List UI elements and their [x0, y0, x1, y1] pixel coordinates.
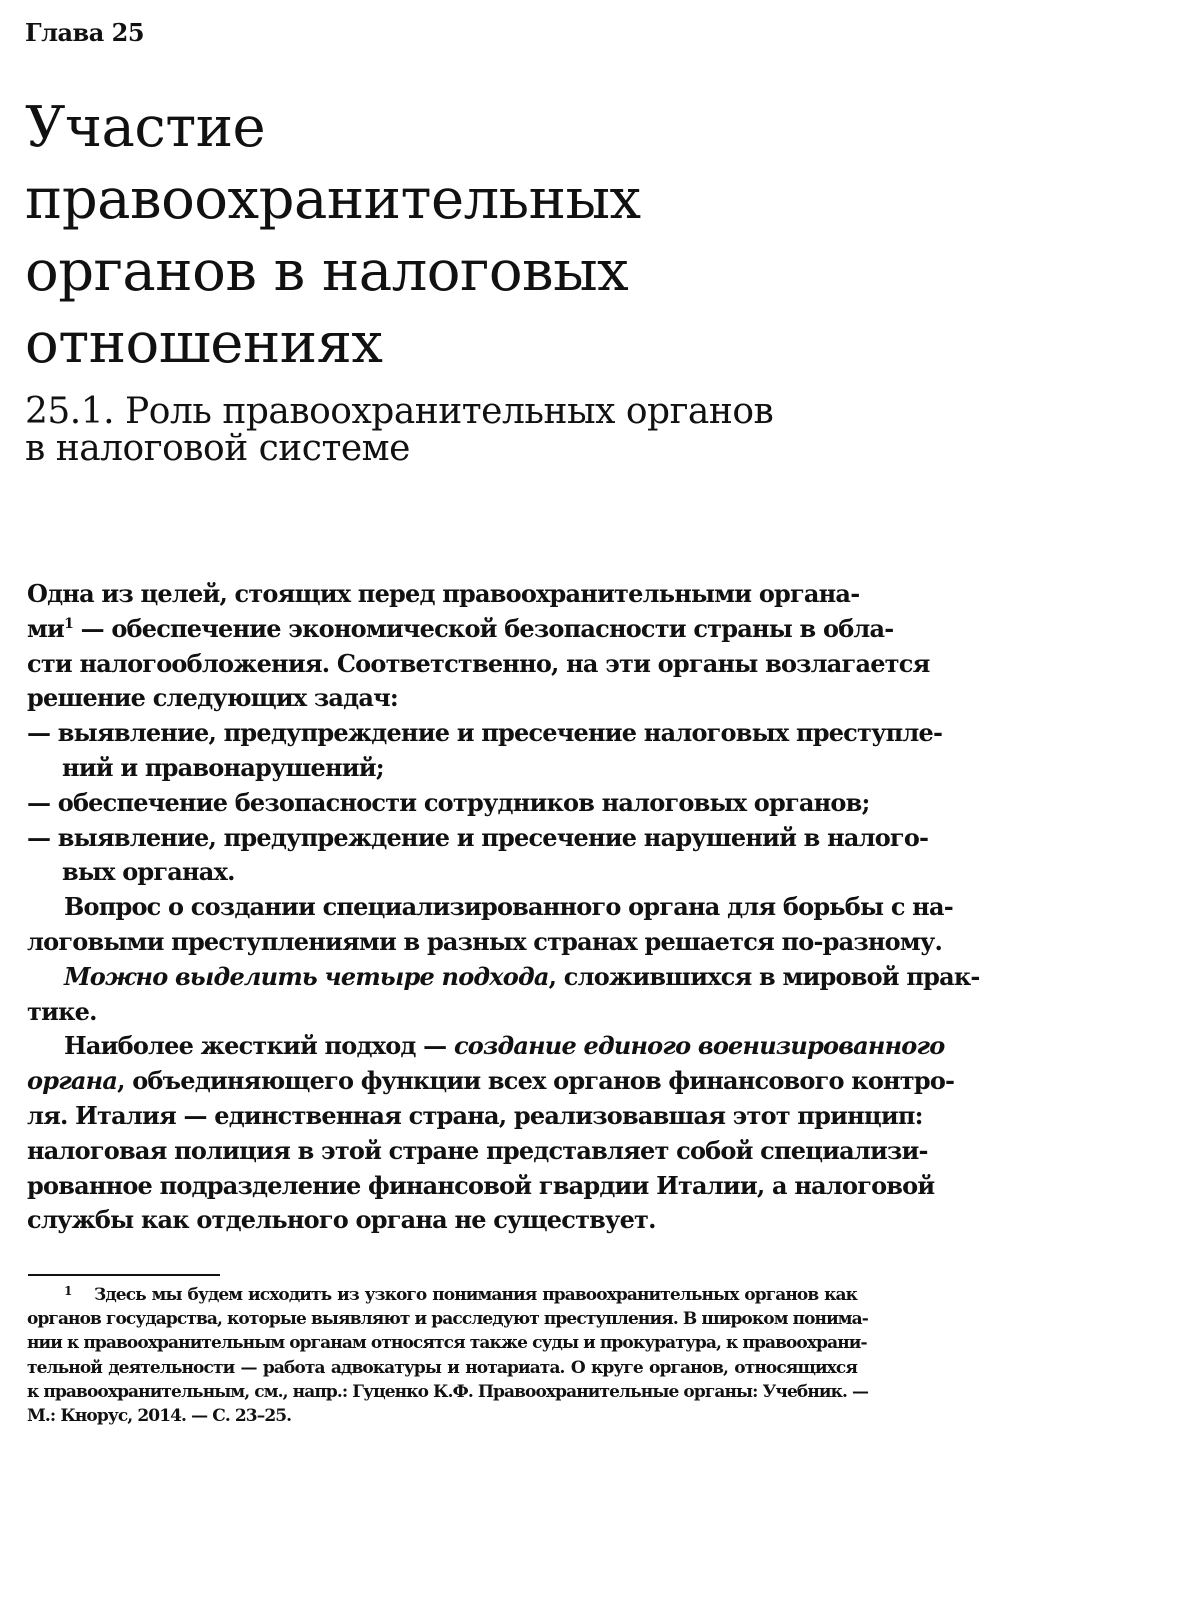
text-line: решение следующих задач: [27, 683, 398, 713]
chapter-title-line: отношениях [25, 311, 383, 376]
footnote-divider [28, 1274, 220, 1276]
text-line: логовыми преступлениями в разных странах решается по-разному. [27, 926, 943, 956]
italic-fragment: органа [27, 1066, 118, 1096]
chapter-label: Глава 25 [25, 18, 145, 47]
footnote-line: М.: Кнорус, 2014. — С. 23–25. [27, 1405, 292, 1426]
text-line: Одна из целей, стоящих перед правоохранительными органа- [27, 579, 860, 608]
chapter-title-line: Участие [25, 95, 266, 160]
text-line [27, 612, 894, 647]
section-title-line: 25.1. Роль правоохранительных органов [25, 391, 774, 432]
chapter-title-line: правоохранительных [25, 167, 641, 232]
footnote-line: нии к правоохранительным органам относятся также суды и прокуратура, к правоохрани- [27, 1333, 867, 1354]
italic-fragment: Можно выделить четыре подхода [64, 961, 549, 991]
text-fragment: — обеспечение экономической безопасности страны в обла- [73, 613, 894, 643]
footnote-line: к правоохранительным, см., напр.: Гуценко К.Ф. Правоохранительные органы: Учебник. — [27, 1381, 869, 1402]
chapter-title [25, 92, 925, 380]
list-item-line: — обеспечение безопасности сотрудников налоговых органов; [27, 787, 870, 817]
text-fragment: , сложившихся в мировой прак- [548, 961, 980, 991]
footnote-line: 1 Здесь мы будем исходить из узкого понимания правоохранительных органов как [64, 1284, 857, 1305]
text-fragment: , объединяющего функции всех органов финансового контро- [117, 1066, 955, 1096]
footnote [27, 1283, 869, 1428]
section-title-line: в налоговой системе [25, 428, 410, 469]
list-item-line: вых органах. [62, 857, 235, 887]
text-line: тике. [27, 996, 97, 1026]
text-fragment: ми [27, 613, 65, 643]
text-fragment: Здесь мы будем исходить из узкого понимания правоохранительных органов как [94, 1285, 857, 1305]
list-item-line: — выявление, предупреждение и пресечение налоговых преступле- [27, 718, 943, 748]
text-line: налоговая полиция в этой стране представляет собой специализи- [27, 1135, 928, 1165]
list-item-line: — выявление, предупреждение и пресечение нарушений в налого- [27, 822, 929, 852]
text-line: сти налогообложения. Соответственно, на эти органы возлагается [27, 648, 930, 678]
text-line: Вопрос о создании специализированного органа для борьбы с на- [64, 892, 953, 922]
text-line: службы как отдельного органа не существует. [27, 1205, 656, 1235]
text-line [27, 1029, 945, 1064]
list-item-line: ний и правонарушений; [62, 752, 384, 782]
footnote-reference[interactable]: 1 [64, 615, 74, 632]
text-line [27, 960, 980, 995]
chapter-title-line: органов в налоговых [25, 239, 629, 304]
text-fragment: Наиболее жесткий подход — [64, 1031, 454, 1061]
body-text [27, 577, 980, 1238]
section-title [25, 393, 925, 467]
text-line: ля. Италия — единственная страна, реализовавшая этот принцип: [27, 1100, 923, 1130]
italic-fragment: создание единого военизированного [453, 1031, 945, 1061]
text-line: рованное подразделение финансовой гвардии Италии, а налоговой [27, 1170, 935, 1200]
text-line [27, 1064, 955, 1099]
footnote-line: органов государства, которые выявляют и расследуют преступления. В широком понима- [27, 1309, 868, 1330]
footnote-line: тельной деятельности — работа адвокатуры и нотариата. О круге органов, относящихся [27, 1357, 857, 1378]
